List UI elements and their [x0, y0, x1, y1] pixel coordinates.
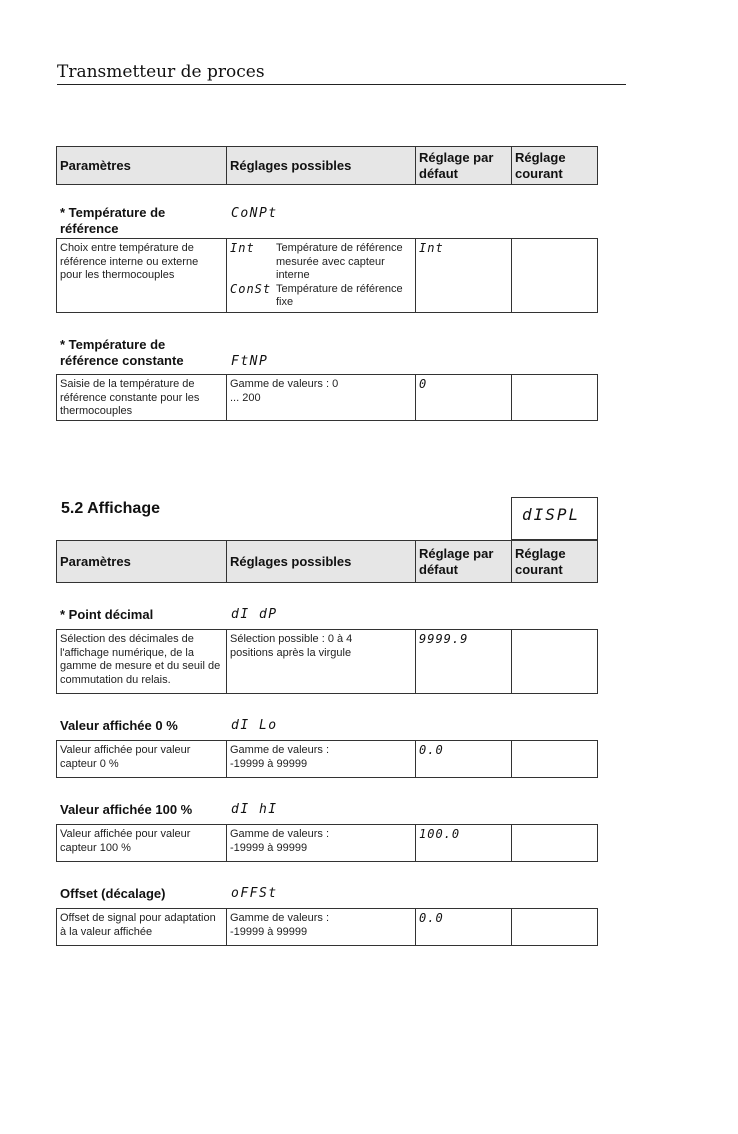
param-description: Valeur affichée pour valeur capteur 100 % — [60, 828, 191, 854]
param-table-offset — [56, 908, 598, 946]
possible-values: Gamme de valeurs : 0 ... 200 — [230, 378, 339, 404]
option-row — [230, 283, 412, 310]
param-table-decimal — [56, 629, 598, 694]
col-header-current: Réglage courant — [515, 149, 566, 181]
param-description: Choix entre température de référence interne ou externe pour les thermocouples — [60, 242, 199, 281]
default-value: Int — [419, 241, 444, 255]
param-description: Valeur affichée pour valeur capteur 0 % — [60, 744, 191, 770]
page-header-title: Transmetteur de proces — [57, 62, 265, 82]
param-table-val100 — [56, 824, 598, 862]
col-header-params: Paramètres — [60, 157, 131, 173]
col-header-default: Réglage par défaut — [419, 545, 494, 577]
option-text: Température de référence mesurée avec capteur interne — [276, 242, 403, 281]
section-code: dISPL — [522, 505, 581, 524]
param-table-ref-temp — [56, 238, 598, 313]
table-header-2 — [56, 540, 598, 583]
col-header-possible: Réglages possibles — [230, 553, 352, 569]
header-divider — [57, 84, 626, 85]
param-description: Sélection des décimales de l'affichage numérique, de la gamme de mesure et du seuil de commutation du relais. — [60, 633, 221, 686]
option-row — [230, 242, 412, 283]
col-header-params: Paramètres — [60, 553, 131, 569]
param-code-offset: oFFSt — [231, 886, 278, 901]
option-text: Température de référence fixe — [276, 282, 403, 308]
param-title-val100: Valeur affichée 100 % — [60, 802, 193, 817]
table-header-1 — [56, 146, 598, 185]
section-title: 5.2 Affichage — [61, 500, 160, 517]
param-title-decimal: * Point décimal — [60, 607, 154, 622]
col-header-possible: Réglages possibles — [230, 157, 352, 173]
param-title-offset: Offset (décalage) — [60, 886, 166, 901]
default-value: 0 — [419, 377, 428, 391]
col-header-default: Réglage par défaut — [419, 149, 494, 181]
param-title-ref-temp: * Température de référence — [60, 205, 166, 236]
param-code-val0: dI Lo — [231, 718, 278, 733]
param-table-const-temp — [56, 374, 598, 421]
default-value: 0.0 — [419, 743, 444, 757]
param-title-val0: Valeur affichée 0 % — [60, 718, 178, 733]
param-title-const-temp: * Température de référence constante — [60, 337, 184, 368]
col-header-current: Réglage courant — [515, 545, 566, 577]
possible-values: Gamme de valeurs : -19999 à 99999 — [230, 744, 330, 770]
param-code-val100: dI hI — [231, 802, 278, 817]
default-value: 100.0 — [419, 827, 461, 841]
current-value[interactable] — [512, 741, 597, 744]
options-list — [227, 239, 415, 310]
default-value: 0.0 — [419, 911, 444, 925]
param-table-val0 — [56, 740, 598, 778]
param-description: Offset de signal pour adaptation à la valeur affichée — [60, 912, 216, 938]
default-value: 9999.9 — [419, 632, 469, 646]
current-value[interactable] — [512, 375, 597, 378]
param-code-ref-temp: CoNPt — [231, 206, 278, 221]
option-code: ConSt — [230, 281, 272, 296]
current-value[interactable] — [512, 239, 597, 242]
current-value[interactable] — [512, 909, 597, 912]
param-code-decimal: dI dP — [231, 607, 278, 622]
current-value[interactable] — [512, 825, 597, 828]
possible-values: Gamme de valeurs : -19999 à 99999 — [230, 912, 330, 938]
possible-values: Sélection possible : 0 à 4 positions après la virgule — [230, 633, 353, 659]
param-description: Saisie de la température de référence constante pour les thermocouples — [60, 378, 200, 417]
possible-values: Gamme de valeurs : -19999 à 99999 — [230, 828, 330, 854]
option-code: Int — [230, 241, 255, 255]
current-value[interactable] — [512, 630, 597, 633]
param-code-const-temp: FtNP — [231, 354, 269, 369]
section-code-box — [511, 497, 598, 540]
